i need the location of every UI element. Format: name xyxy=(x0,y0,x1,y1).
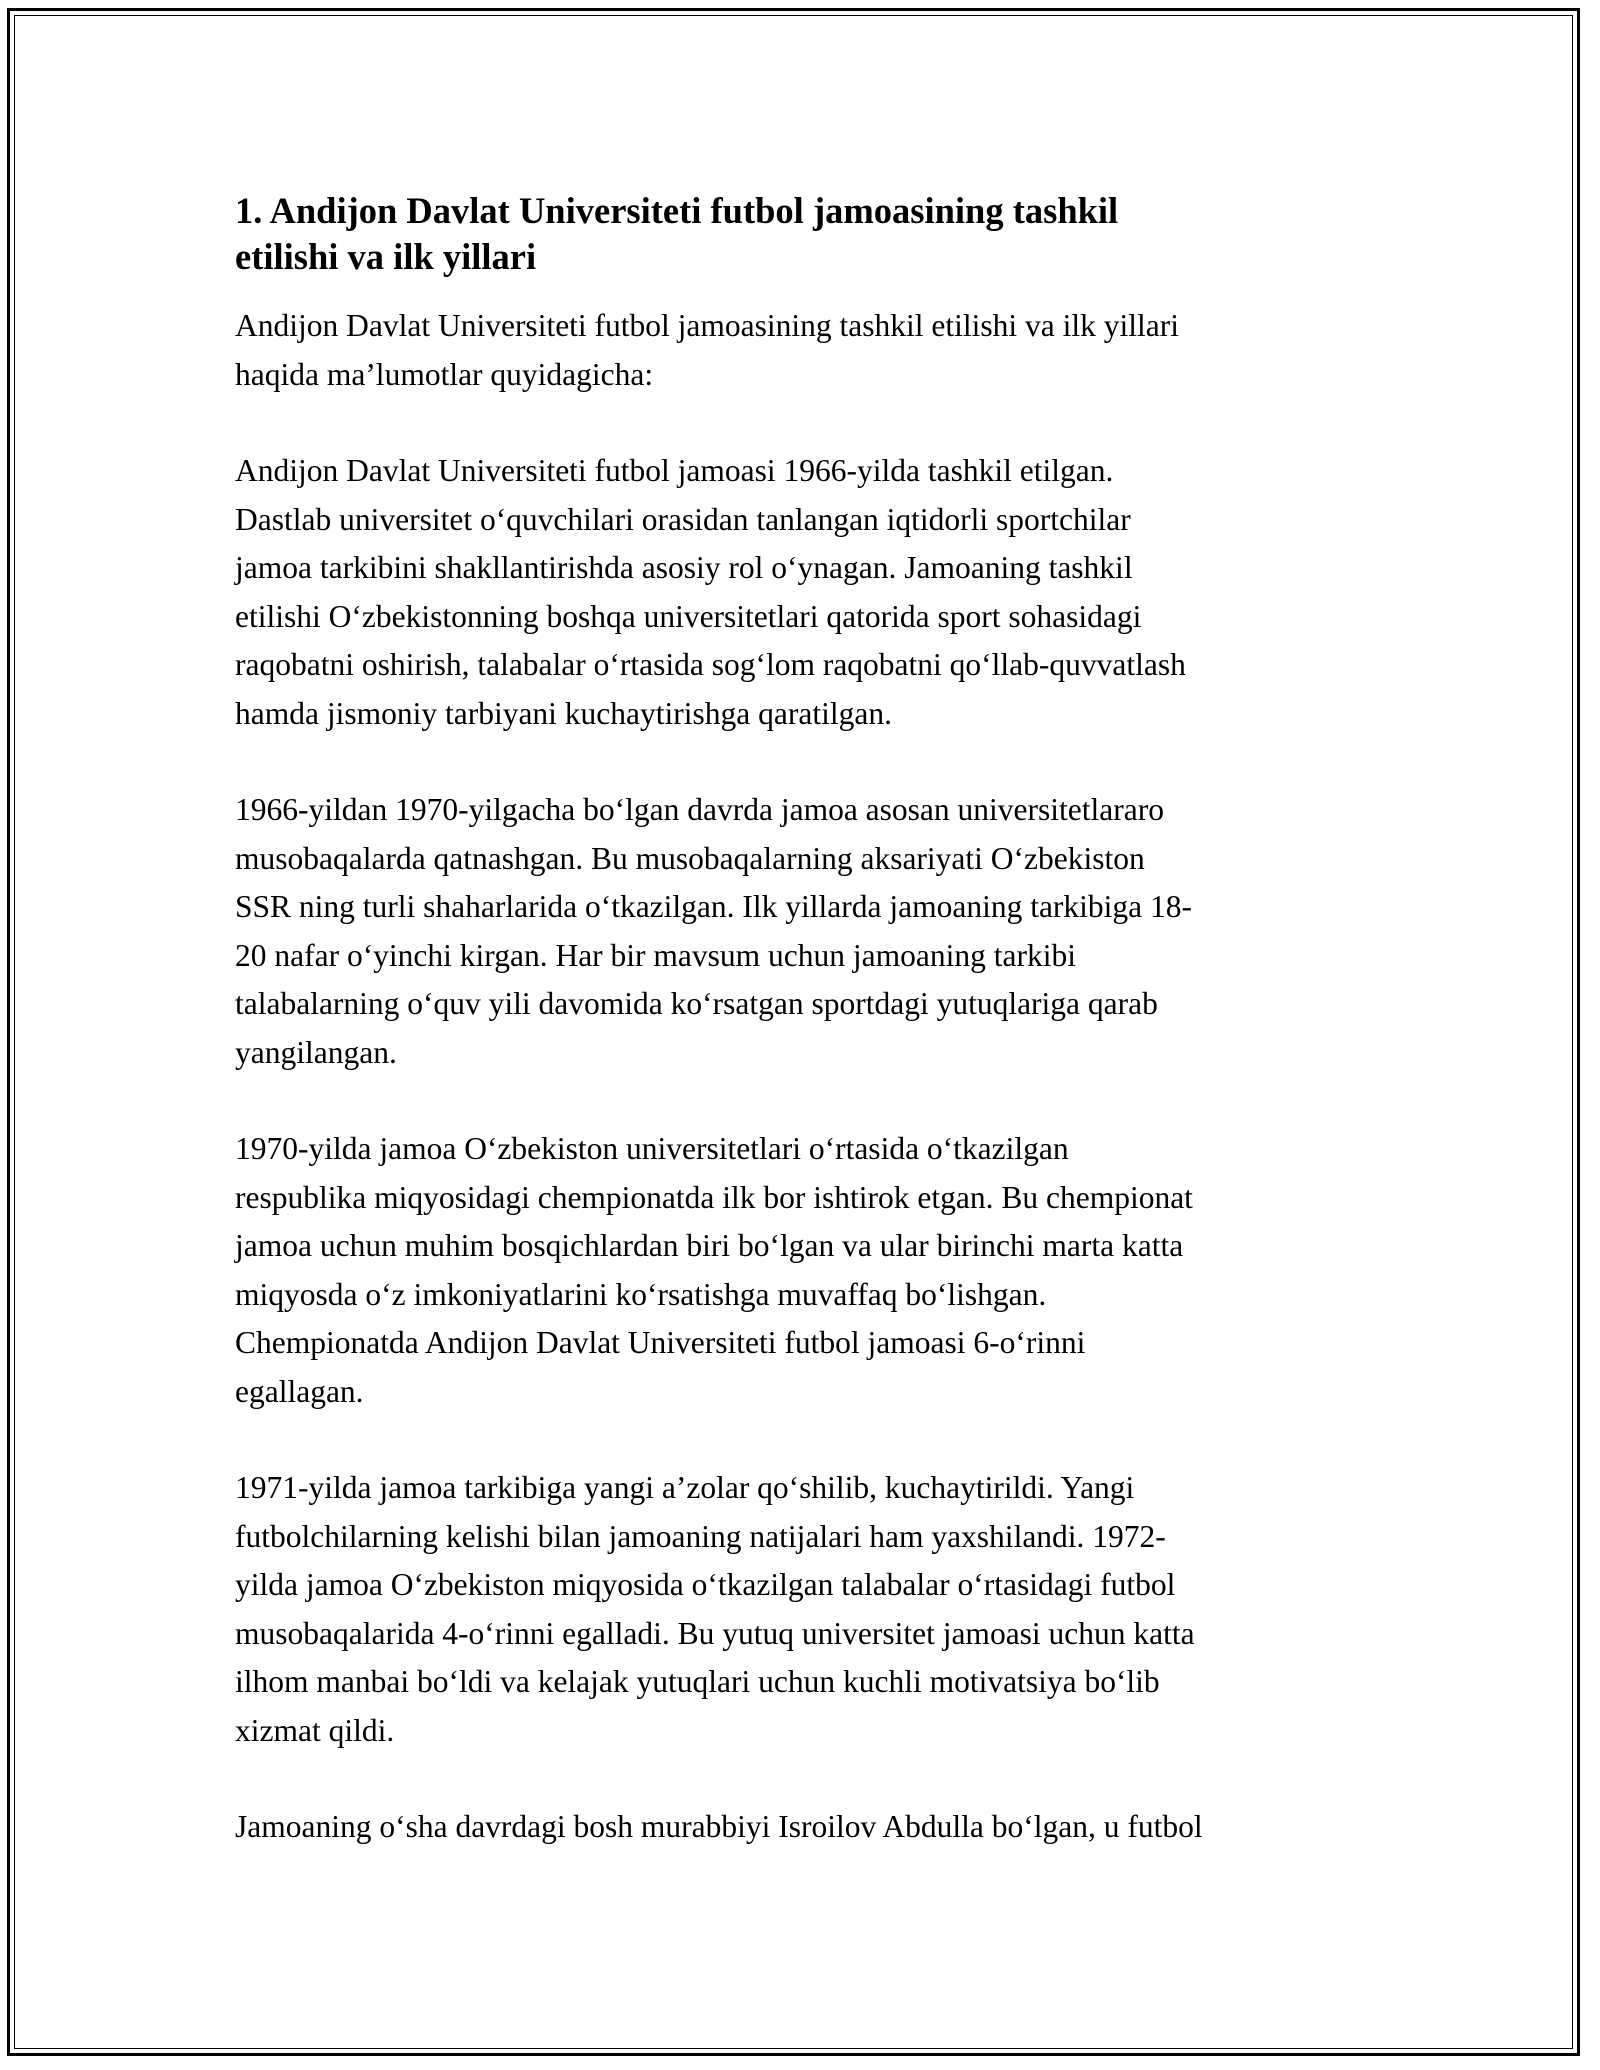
section-heading: 1. Andijon Davlat Universiteti futbol jamoasining tashkil etilishi va ilk yillari xyxy=(235,190,1119,277)
paragraph-1966-1970: 1966-yildan 1970-yilgacha bo‘lgan davrda jamoa asosan universitetlararo musobaqalarda qatnashgan. Bu musobaqalarning aksariyati O‘zbekiston SSR ning turli shaharlarida o‘tkazilgan. Ilk yillarda jamoaning tarkibiga 18- 20 nafar o‘yinchi kirgan. Har bir mavsum uchun jamoaning tarkibi talabalarning o‘quv yili davomida ko‘rsatgan sportdagi yutuqlariga qarab yangilangan. xyxy=(235,792,1193,1070)
paragraph-founding: Andijon Davlat Universiteti futbol jamoasi 1966-yilda tashkil etilgan. Dastlab universitet o‘quvchilari orasidan tanlangan iqtidorli sportchilar jamoa tarkibini shakllantirishda asosiy rol o‘ynagan. Jamoaning tashkil etilishi O‘zbekistonning boshqa universitetlari qatorida sport sohasidagi raqobatni oshirish, talabalar o‘rtasida sog‘lom raqobatni qo‘llab-quvvatlash hamda jismoniy tarbiyani kuchaytirishga qaratilgan. xyxy=(235,453,1186,731)
document-body xyxy=(235,188,1370,1900)
paragraph-1971-1972: 1971-yilda jamoa tarkibiga yangi a’zolar qo‘shilib, kuchaytirildi. Yangi futbolchilarning kelishi bilan jamoaning natijalari ham yaxshilandi. 1972- yilda jamoa O‘zbekiston miqyosida o‘tkazilgan talabalar o‘rtasidagi futbol musobaqalarida 4-o‘rinni egalladi. Bu yutuq universitet jamoasi uchun katta ilhom manbai bo‘ldi va kelajak yutuqlari uchun kuchli motivatsiya bo‘lib xizmat qildi. xyxy=(235,1470,1195,1748)
paragraph-intro: Andijon Davlat Universiteti futbol jamoasining tashkil etilishi va ilk yillari haqida ma’lumotlar quyidagicha: xyxy=(235,308,1179,392)
paragraph-1970-championship: 1970-yilda jamoa O‘zbekiston universitetlari o‘rtasida o‘tkazilgan respublika miqyosidagi chempionatda ilk bor ishtirok etgan. Bu chempionat jamoa uchun muhim bosqichlardan biri bo‘lgan va ular birinchi marta katta miqyosda o‘z imkoniyatlarini ko‘rsatishga muvaffaq bo‘lishgan. Chempionatda Andijon Davlat Universiteti futbol jamoasi 6-o‘rinni egallagan. xyxy=(235,1131,1193,1409)
paragraph-head-coach: Jamoaning o‘sha davrdagi bosh murabbiyi Isroilov Abdulla bo‘lgan, u futbol xyxy=(235,1809,1203,1844)
